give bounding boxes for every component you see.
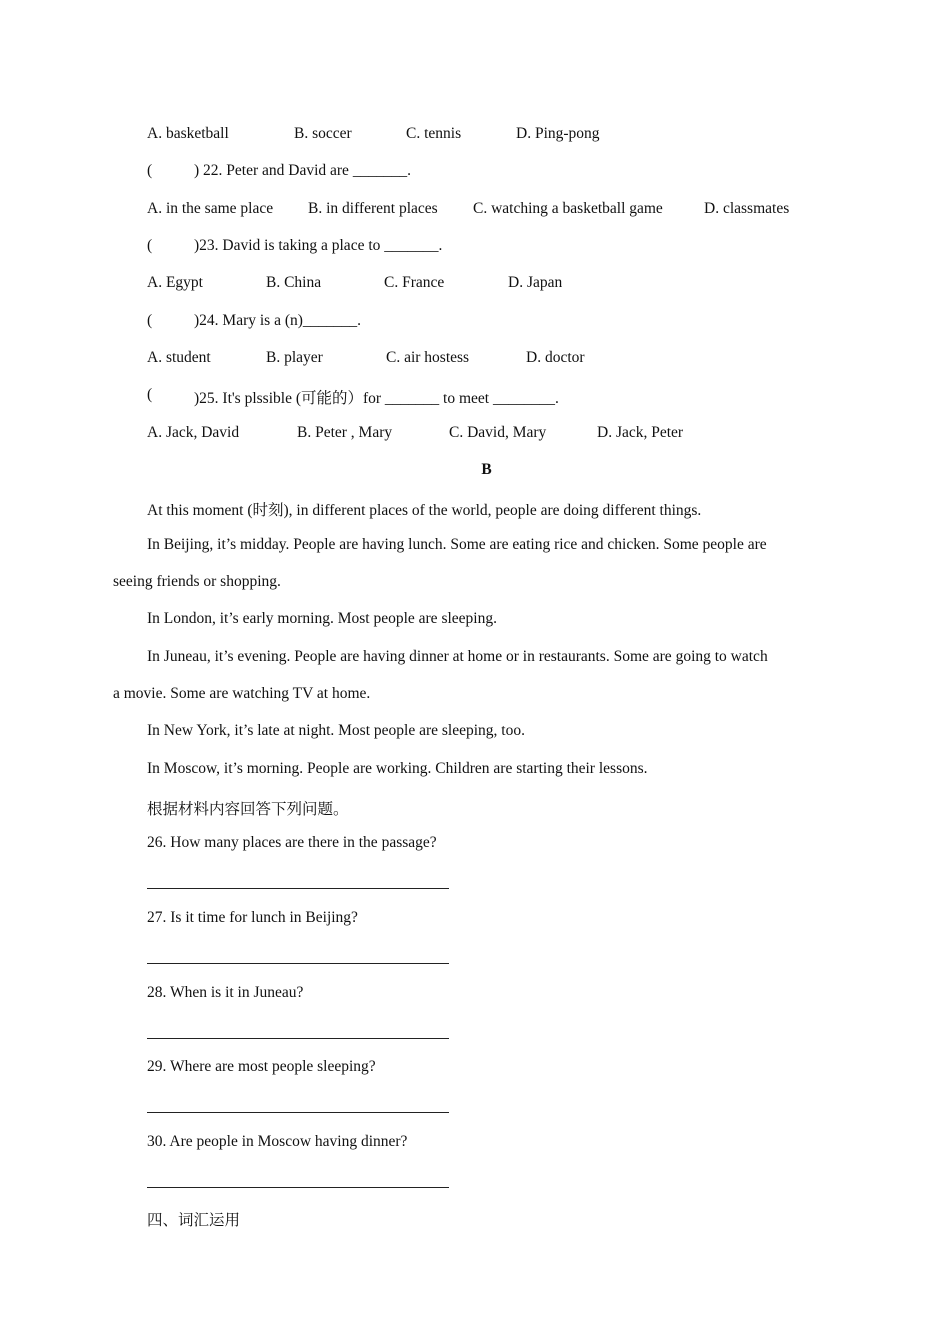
passage-paragraph-6: In Moscow, it’s morning. People are working. Children are starting their lessons. <box>147 760 648 777</box>
passage-paragraph-5: In New York, it’s late at night. Most people are sleeping, too. <box>147 722 525 739</box>
answer-line-29[interactable] <box>147 1112 449 1113</box>
passage-paragraph-2-line-2: seeing friends or shopping. <box>113 573 281 590</box>
q23-option-b: B. China <box>266 274 322 291</box>
passage-paragraph-4-line-1: In Juneau, it’s evening. People are having dinner at home or in restaurants. Some are going to watch <box>147 648 768 665</box>
q23-option-a: A. Egypt <box>147 274 203 291</box>
question-27: 27. Is it time for lunch in Beijing? <box>147 909 358 926</box>
q25-option-c: C. David, Mary <box>449 424 547 441</box>
section-b-heading: B <box>481 461 492 478</box>
q21-option-b: B. soccer <box>294 125 352 142</box>
q25-stem: )25. It's plssible (可能的）for _______ to meet ________. <box>194 390 559 407</box>
section-four-heading: 四、词汇运用 <box>147 1212 241 1229</box>
q25-option-a: A. Jack, David <box>147 424 240 441</box>
answer-line-30[interactable] <box>147 1187 449 1188</box>
q21-option-a: A. basketball <box>147 125 229 142</box>
q22-option-c: C. watching a basketball game <box>473 200 663 217</box>
q25-paren: ( <box>147 386 153 403</box>
passage-paragraph-1: At this moment (时刻), in different places of the world, people are doing different things. <box>147 502 702 519</box>
q24-option-a: A. student <box>147 349 211 366</box>
q23-option-d: D. Japan <box>508 274 563 291</box>
answer-line-26[interactable] <box>147 888 449 889</box>
q22-paren: ( <box>147 162 153 179</box>
q21-option-c: C. tennis <box>406 125 462 142</box>
q24-option-c: C. air hostess <box>386 349 470 366</box>
answer-line-27[interactable] <box>147 963 449 964</box>
q23-option-c: C. France <box>384 274 445 291</box>
q21-option-d: D. Ping-pong <box>516 125 600 142</box>
q25-option-b: B. Peter , Mary <box>297 424 393 441</box>
q22-option-d: D. classmates <box>704 200 790 217</box>
q25-option-d: D. Jack, Peter <box>597 424 684 441</box>
q23-paren: ( <box>147 237 153 254</box>
passage-paragraph-4-line-2: a movie. Some are watching TV at home. <box>113 685 371 702</box>
instruction-text: 根据材料内容回答下列问题。 <box>147 801 349 818</box>
answer-line-28[interactable] <box>147 1038 449 1039</box>
question-30: 30. Are people in Moscow having dinner? <box>147 1133 408 1150</box>
q23-stem: )23. David is taking a place to _______. <box>194 237 443 254</box>
question-28: 28. When is it in Juneau? <box>147 984 304 1001</box>
q24-stem: )24. Mary is a (n)_______. <box>194 312 362 329</box>
q22-stem: ) 22. Peter and David are _______. <box>194 162 411 179</box>
q22-option-a: A. in the same place <box>147 200 274 217</box>
q24-paren: ( <box>147 312 153 329</box>
q24-option-b: B. player <box>266 349 323 366</box>
question-26: 26. How many places are there in the passage? <box>147 834 437 851</box>
passage-paragraph-2-line-1: In Beijing, it’s midday. People are having lunch. Some are eating rice and chicken. Some people are <box>147 536 767 553</box>
question-29: 29. Where are most people sleeping? <box>147 1058 376 1075</box>
q22-option-b: B. in different places <box>308 200 438 217</box>
passage-paragraph-3: In London, it’s early morning. Most people are sleeping. <box>147 610 497 627</box>
q24-option-d: D. doctor <box>526 349 585 366</box>
